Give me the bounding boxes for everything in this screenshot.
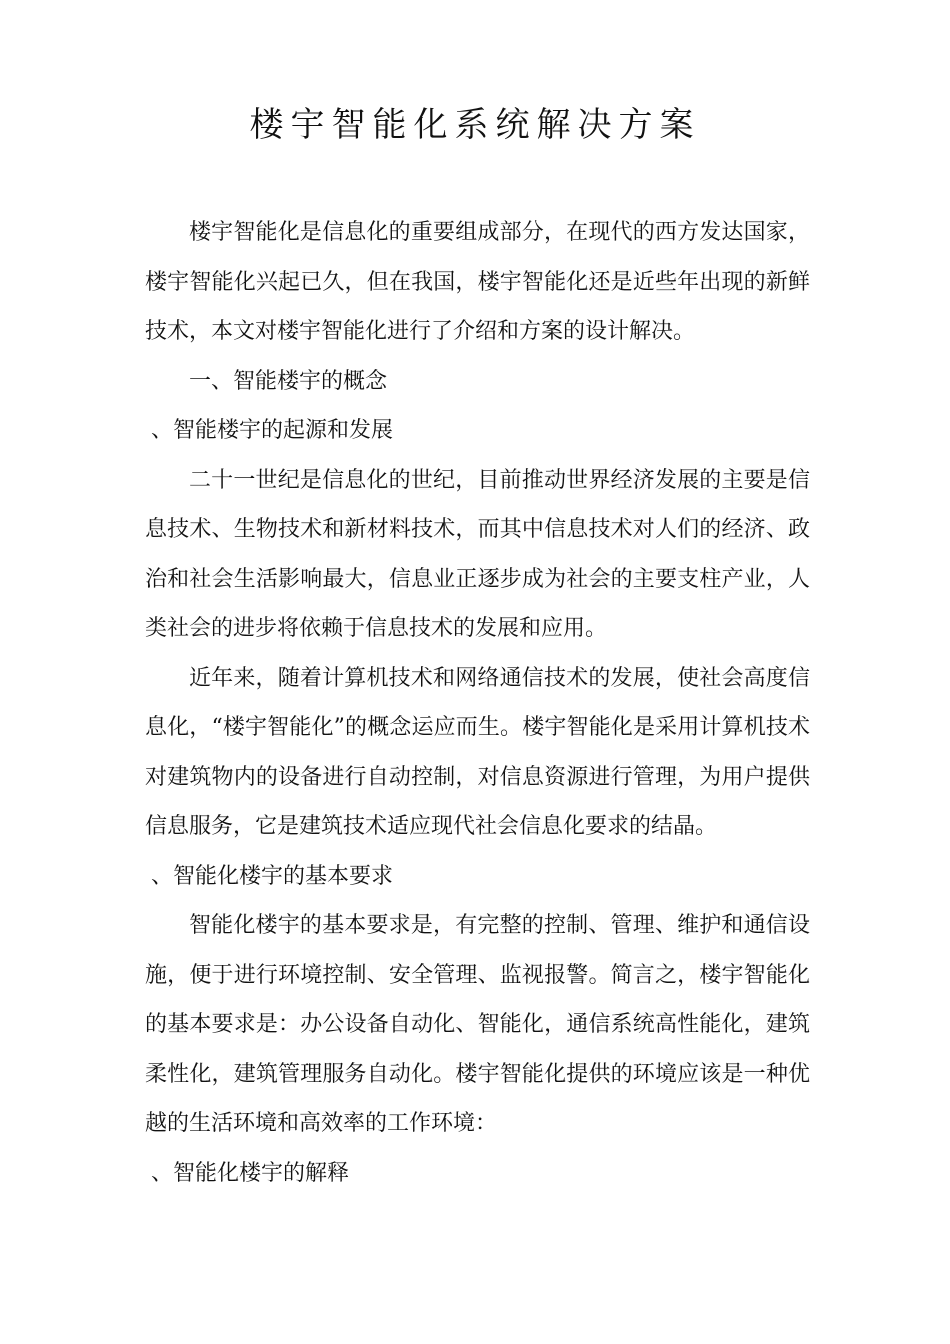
- paragraph-intro: 楼宇智能化是信息化的重要组成部分，在现代的西方发达国家，楼宇智能化兴起已久，但在我国，楼宇智能化还是近些年出现的新鲜技术，本文对楼宇智能化进行了介绍和方案的设计解决。: [145, 220, 810, 344]
- section-heading-concept: 一、智能楼宇的概念: [189, 368, 388, 394]
- document-title: 楼宇智能化系统解决方案: [249, 105, 701, 145]
- document-body: [145, 208, 810, 1198]
- subsection-heading-requirements: 、智能化楼宇的基本要求: [151, 863, 394, 889]
- subsection-heading-explanation: 、智能化楼宇的解释: [151, 1160, 350, 1186]
- paragraph-information-century: 二十一世纪是信息化的世纪，目前推动世界经济发展的主要是信息技术、生物技术和新材料技术，而其中信息技术对人们的经济、政治和社会生活影响最大，信息业正逐步成为社会的主要支柱产业，人类社会的进步将依赖于信息技术的发展和应用。: [145, 467, 810, 641]
- paragraph-recent-years: 近年来，随着计算机技术和网络通信技术的发展，使社会高度信息化，“楼宇智能化”的概念运应而生。楼宇智能化是采用计算机技术对建筑物内的设备进行自动控制，对信息资源进行管理，为用户提供信息服务，它是建筑技术适应现代社会信息化要求的结晶。: [145, 665, 810, 839]
- paragraph-requirements: 智能化楼宇的基本要求是，有完整的控制、管理、维护和通信设施，便于进行环境控制、安全管理、监视报警。简言之，楼宇智能化的基本要求是：办公设备自动化、智能化，通信系统高性能化，建筑柔性化，建筑管理服务自动化。楼宇智能化提供的环境应该是一种优越的生活环境和高效率的工作环境：: [145, 913, 810, 1136]
- subsection-heading-origin: 、智能楼宇的起源和发展: [151, 418, 394, 443]
